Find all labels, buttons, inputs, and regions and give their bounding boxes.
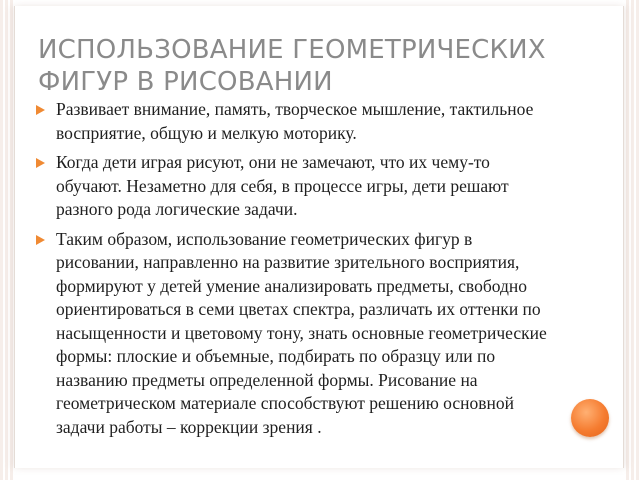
bullet-item <box>36 151 556 222</box>
bullet-text: Развивает внимание, память, творческое мышление, тактильное восприятие, общую и мелкую моторику. <box>56 99 534 143</box>
bullet-arrow-icon <box>36 105 45 115</box>
bullet-arrow-icon <box>36 158 45 168</box>
bullet-item <box>36 98 556 145</box>
slide-title: ИСПОЛЬЗОВАНИЕ ГЕОМЕТРИЧЕСКИХ ФИГУР В РИСОВАНИИ <box>38 35 546 97</box>
bullet-list <box>36 98 556 445</box>
slide-right-border-decoration <box>626 0 640 480</box>
bullet-text: Когда дети играя рисуют, они не замечают, что их чему-то обучают. Незаметно для себя, в процессе игры, дети решают разного рода логические задачи. <box>56 152 509 219</box>
orange-circle-icon <box>571 399 609 437</box>
bullet-arrow-icon <box>36 235 45 245</box>
bullet-text: Таким образом, использование геометрических фигур в рисовании, направленно на развитие зрительного восприятия, формируют у детей умение анализировать предметы, свободно ориентироваться в семи цветах спектра, различать их оттенки по насыщенности и цветовому тону, знать основные геометрические формы: плоские и объемные, подбирать по образцу или по названию предметы определенной формы. Рисование на геометрическом материале способствуют решению основной задачи работы – коррекции зрения . <box>56 228 547 437</box>
slide-left-border-decoration <box>0 0 14 480</box>
bullet-item <box>36 228 556 440</box>
